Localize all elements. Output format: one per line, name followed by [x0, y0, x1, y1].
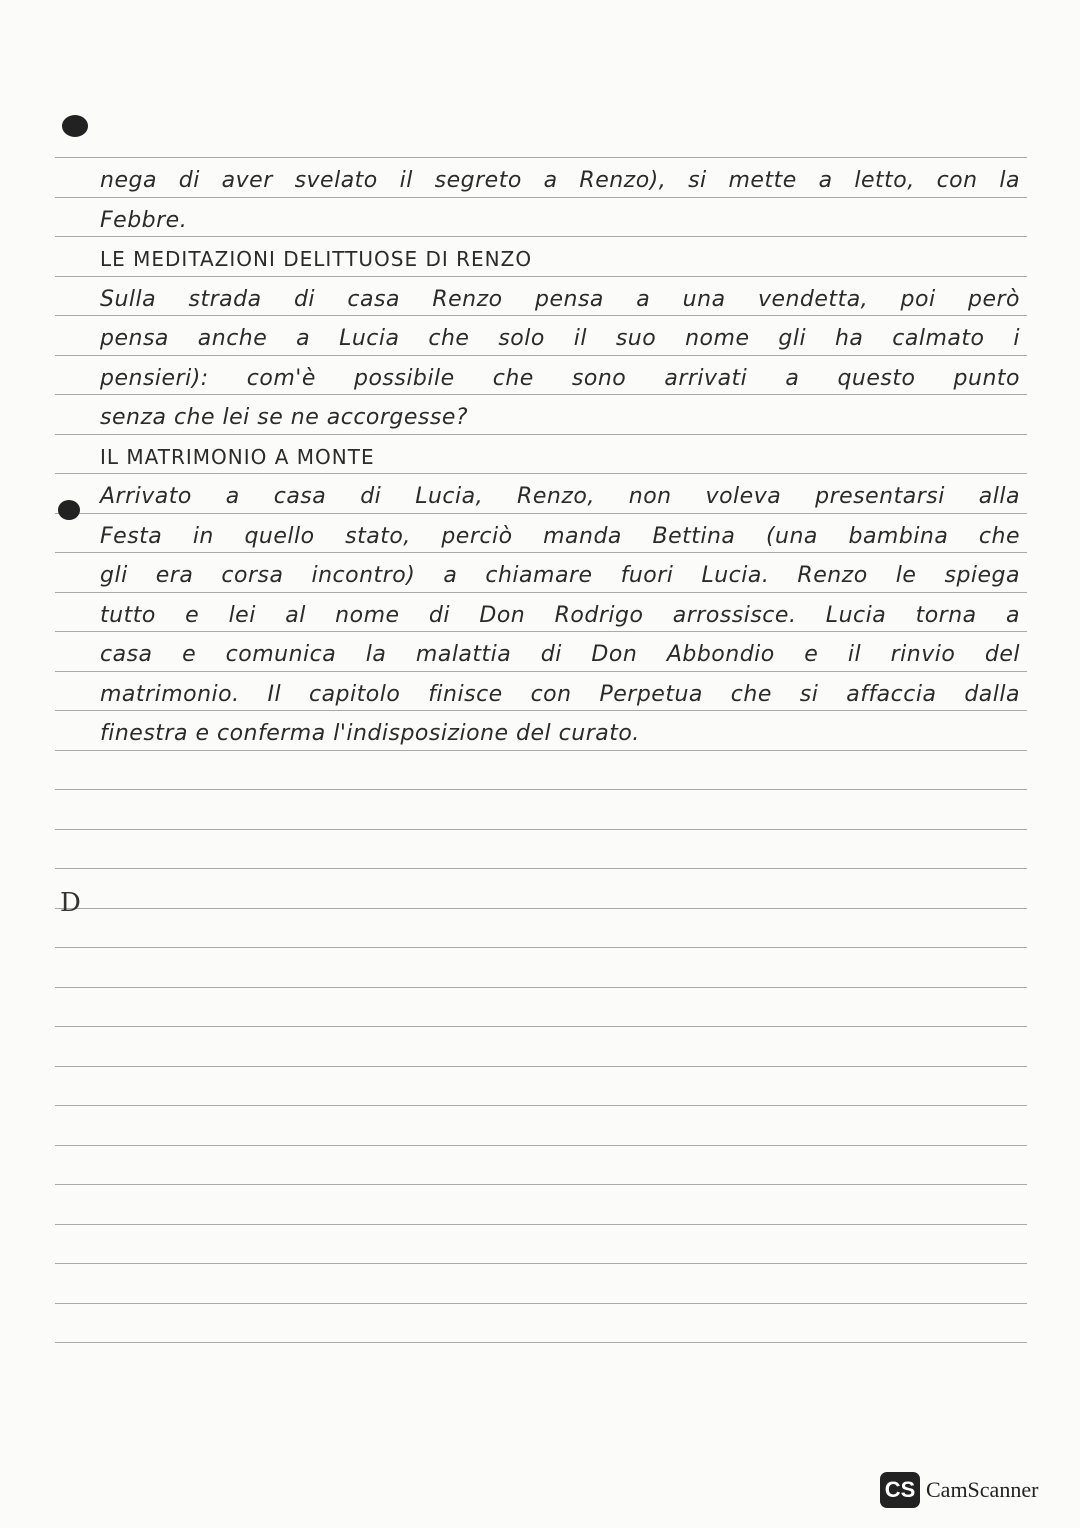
text-line: pensa anche a Lucia che solo il suo nome gli ha calmato i [100, 326, 1020, 351]
ruled-line [55, 947, 1027, 948]
ruled-line [55, 157, 1027, 158]
ruled-line [55, 394, 1027, 395]
text-line: Arrivato a casa di Lucia, Renzo, non voleva presentarsi alla [100, 484, 1020, 509]
ruled-line [55, 1145, 1027, 1146]
ruled-line [55, 671, 1027, 672]
text-line: tutto e lei al nome di Don Rodrigo arrossisce. Lucia torna a [100, 602, 1020, 628]
text-line: nega di aver svelato il segreto a Renzo), si mette a letto, con la [100, 168, 1020, 193]
text-line: Febbre. [100, 207, 188, 233]
ruled-line [55, 829, 1027, 830]
ruled-line [55, 1066, 1027, 1067]
ruled-line [55, 1224, 1027, 1225]
ruled-line [55, 1303, 1027, 1304]
text-line: Sulla strada di casa Renzo pensa a una vendetta, poi però [100, 286, 1020, 312]
text-line: casa e comunica la malattia di Don Abbondio e il rinvio del [100, 642, 1020, 667]
text-line: senza che lei se ne accorgesse? [100, 405, 469, 430]
ruled-line [55, 1263, 1027, 1264]
ruled-line [55, 1026, 1027, 1027]
text-line: gli era corsa incontro) a chiamare fuori Lucia. Renzo le spiega [100, 563, 1020, 588]
ruled-line [55, 236, 1027, 237]
ruled-line [55, 513, 1027, 514]
ruled-line [55, 473, 1027, 474]
section-heading: LE MEDITAZIONI DELITTUOSE DI RENZO [100, 247, 533, 271]
camscanner-name: CamScanner [926, 1477, 1039, 1502]
text-line: pensieri): com'è possibile che sono arrivati a questo punto [100, 365, 1020, 391]
ruled-line [55, 355, 1027, 356]
ruled-line [55, 276, 1027, 277]
camscanner-watermark [880, 1472, 1038, 1508]
section-heading: IL MATRIMONIO A MONTE [100, 444, 375, 469]
margin-mark: D [60, 888, 81, 918]
ruled-line [55, 434, 1027, 435]
ruled-line [55, 1105, 1027, 1106]
camscanner-logo-icon: CS [880, 1472, 920, 1508]
text-line: finestra e conferma l'indisposizione del curato. [100, 721, 640, 746]
ruled-line [55, 987, 1027, 988]
ruled-line [55, 552, 1027, 553]
ruled-line [55, 710, 1027, 711]
ruled-line [55, 750, 1027, 751]
ruled-line [55, 908, 1027, 909]
ruled-line [55, 197, 1027, 198]
ruled-line [55, 631, 1027, 632]
ruled-line [55, 315, 1027, 316]
text-line: Festa in quello stato, perciò manda Bettina (una bambina che [100, 523, 1020, 549]
ruled-line [55, 592, 1027, 593]
ink-blot [62, 115, 88, 137]
ink-blot [58, 500, 80, 520]
ruled-line [55, 789, 1027, 790]
text-line: matrimonio. Il capitolo finisce con Perpetua che si affaccia dalla [100, 681, 1020, 707]
ruled-line [55, 1342, 1027, 1343]
ruled-line [55, 868, 1027, 869]
ruled-line [55, 1184, 1027, 1185]
